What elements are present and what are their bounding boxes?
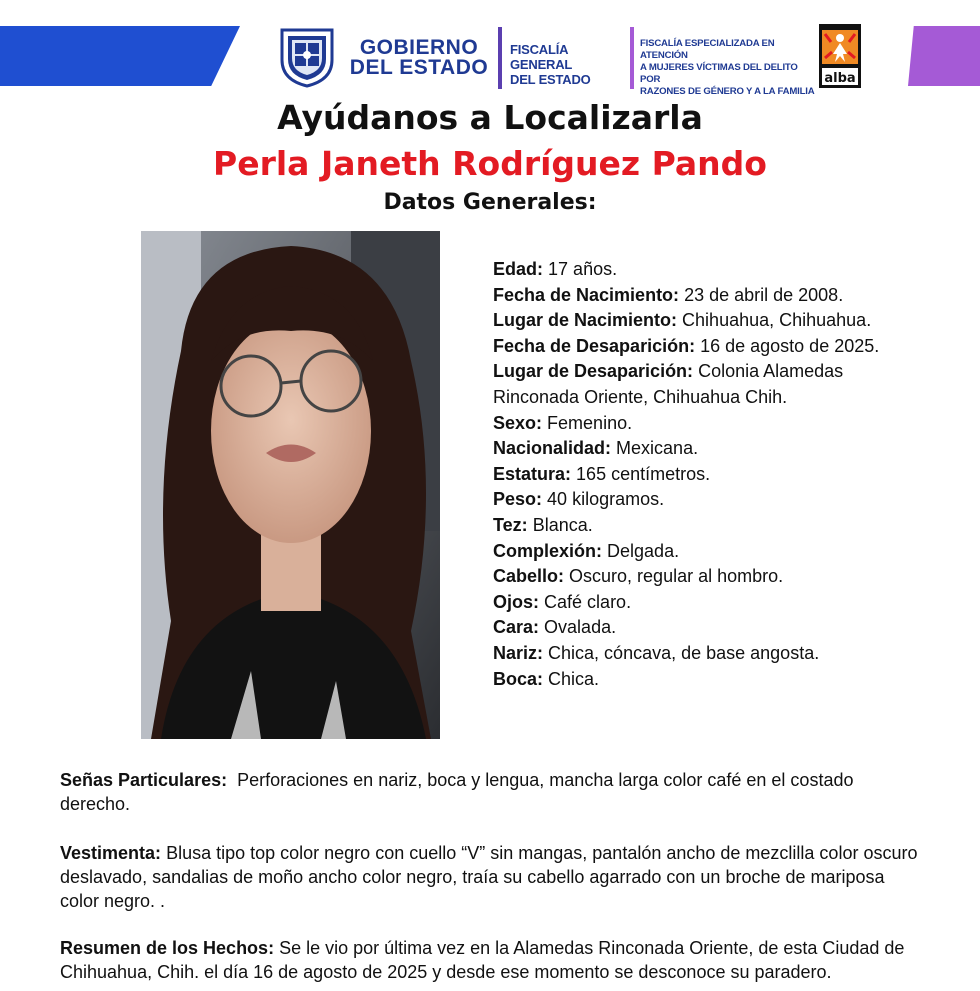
senas-label: Señas Particulares: — [60, 770, 228, 790]
detail-label: Peso: — [493, 489, 543, 510]
detail-label: Lugar de Nacimiento: — [493, 310, 678, 331]
vestimenta-text: Blusa tipo top color negro con cuello “V” sin mangas, pantalón ancho de mezclilla color oscuro deslavado, sandalias de moño ancho color negro, traía su cabello agarrado con un broche de mariposa color negro. . — [60, 843, 918, 911]
resumen-label: Resumen de los Hechos: — [60, 938, 275, 958]
especializada-line2: A MUJERES VÍCTIMAS DEL DELITO POR — [640, 62, 798, 85]
detail-value: Colonia Alamedas Rinconada Oriente, Chihuahua Chih. — [493, 361, 844, 407]
detail-label: Fecha de Desaparición: — [493, 335, 696, 356]
section-subtitle: Datos Generales: — [383, 190, 597, 215]
detail-label: Estatura: — [493, 463, 572, 484]
detail-complexion — [493, 539, 913, 565]
detail-cara — [493, 615, 913, 641]
general-data-list — [493, 257, 913, 692]
detail-value: Chihuahua, Chihuahua. — [682, 310, 872, 331]
detail-lugar-nacimiento — [493, 308, 913, 334]
senas-text: Perforaciones en nariz, boca y lengua, mancha larga color café en el costado derecho. — [60, 770, 854, 814]
detail-value: 40 kilogramos. — [547, 489, 665, 510]
gov-line1: GOBIERNO — [359, 36, 479, 59]
detail-label: Sexo: — [493, 412, 543, 433]
fiscalia-especializada-logo — [640, 38, 816, 98]
fiscalia-line2: DEL ESTADO — [510, 72, 591, 87]
especializada-line1: FISCALÍA ESPECIALIZADA EN ATENCIÓN — [640, 38, 775, 61]
detail-nacionalidad — [493, 436, 913, 462]
detail-label: Nacionalidad: — [493, 438, 612, 459]
state-crest-icon — [278, 26, 336, 88]
fiscalia-line1: FISCALÍA GENERAL — [510, 42, 573, 72]
detail-fecha-desaparicion — [493, 334, 913, 360]
detail-label: Cara: — [493, 617, 540, 638]
missing-person-name: Perla Janeth Rodríguez Pando — [213, 144, 767, 183]
detail-sexo — [493, 411, 913, 437]
resumen-text: Se le vio por última vez en la Alamedas Rinconada Oriente, de esta Ciudad de Chihuahua, Chih. el día 16 de agosto de 2025 y desde ese momento se desconoce su paradero. — [60, 938, 905, 982]
detail-value: 17 años. — [548, 259, 618, 279]
gobierno-del-estado-logo — [344, 38, 494, 78]
alba-label: alba — [824, 71, 856, 86]
header-divider-2 — [630, 27, 634, 89]
detail-label: Edad: — [493, 259, 544, 279]
detail-label: Ojos: — [493, 591, 540, 612]
detail-label: Cabello: — [493, 566, 565, 587]
detail-ojos — [493, 590, 913, 616]
gov-line2: DEL ESTADO — [349, 56, 489, 79]
detail-value: Café claro. — [544, 591, 632, 612]
detail-peso — [493, 487, 913, 513]
page-title: Ayúdanos a Localizarla — [277, 98, 703, 137]
detail-boca — [493, 667, 913, 693]
header-purple-bar — [908, 26, 980, 86]
detail-value: Chica. — [548, 668, 600, 689]
detail-tez — [493, 513, 913, 539]
detail-value: 165 centímetros. — [576, 463, 711, 484]
vestimenta-label: Vestimenta: — [60, 843, 162, 863]
missing-person-photo — [141, 231, 440, 739]
detail-value: Delgada. — [607, 540, 680, 561]
detail-label: Boca: — [493, 668, 544, 689]
detail-value: Chica, cóncava, de base angosta. — [548, 642, 820, 663]
senas-particulares-paragraph — [60, 768, 920, 816]
vestimenta-paragraph — [60, 841, 920, 913]
detail-estatura — [493, 462, 913, 488]
detail-label: Nariz: — [493, 642, 544, 663]
detail-value: Femenino. — [547, 412, 633, 433]
detail-value: 23 de abril de 2008. — [684, 284, 844, 305]
detail-value: Ovalada. — [544, 617, 617, 638]
detail-value: Oscuro, regular al hombro. — [569, 566, 784, 587]
header-divider-1 — [498, 27, 502, 89]
detail-lugar-desaparicion — [493, 359, 913, 410]
detail-value: Mexicana. — [616, 438, 699, 459]
alba-alert-logo-icon — [819, 24, 861, 88]
detail-fecha-nacimiento — [493, 283, 913, 309]
especializada-line3: RAZONES DE GÉNERO Y A LA FAMILIA — [640, 86, 815, 97]
detail-label: Tez: — [493, 514, 528, 535]
header-blue-bar — [0, 26, 240, 86]
detail-label: Fecha de Nacimiento: — [493, 284, 680, 305]
detail-cabello — [493, 564, 913, 590]
fiscalia-general-logo — [510, 42, 622, 87]
detail-nariz — [493, 641, 913, 667]
detail-edad — [493, 257, 913, 283]
detail-label: Complexión: — [493, 540, 603, 561]
detail-value: 16 de agosto de 2025. — [700, 335, 880, 356]
detail-label: Lugar de Desaparición: — [493, 361, 694, 382]
detail-value: Blanca. — [532, 514, 593, 535]
resumen-hechos-paragraph — [60, 936, 920, 984]
